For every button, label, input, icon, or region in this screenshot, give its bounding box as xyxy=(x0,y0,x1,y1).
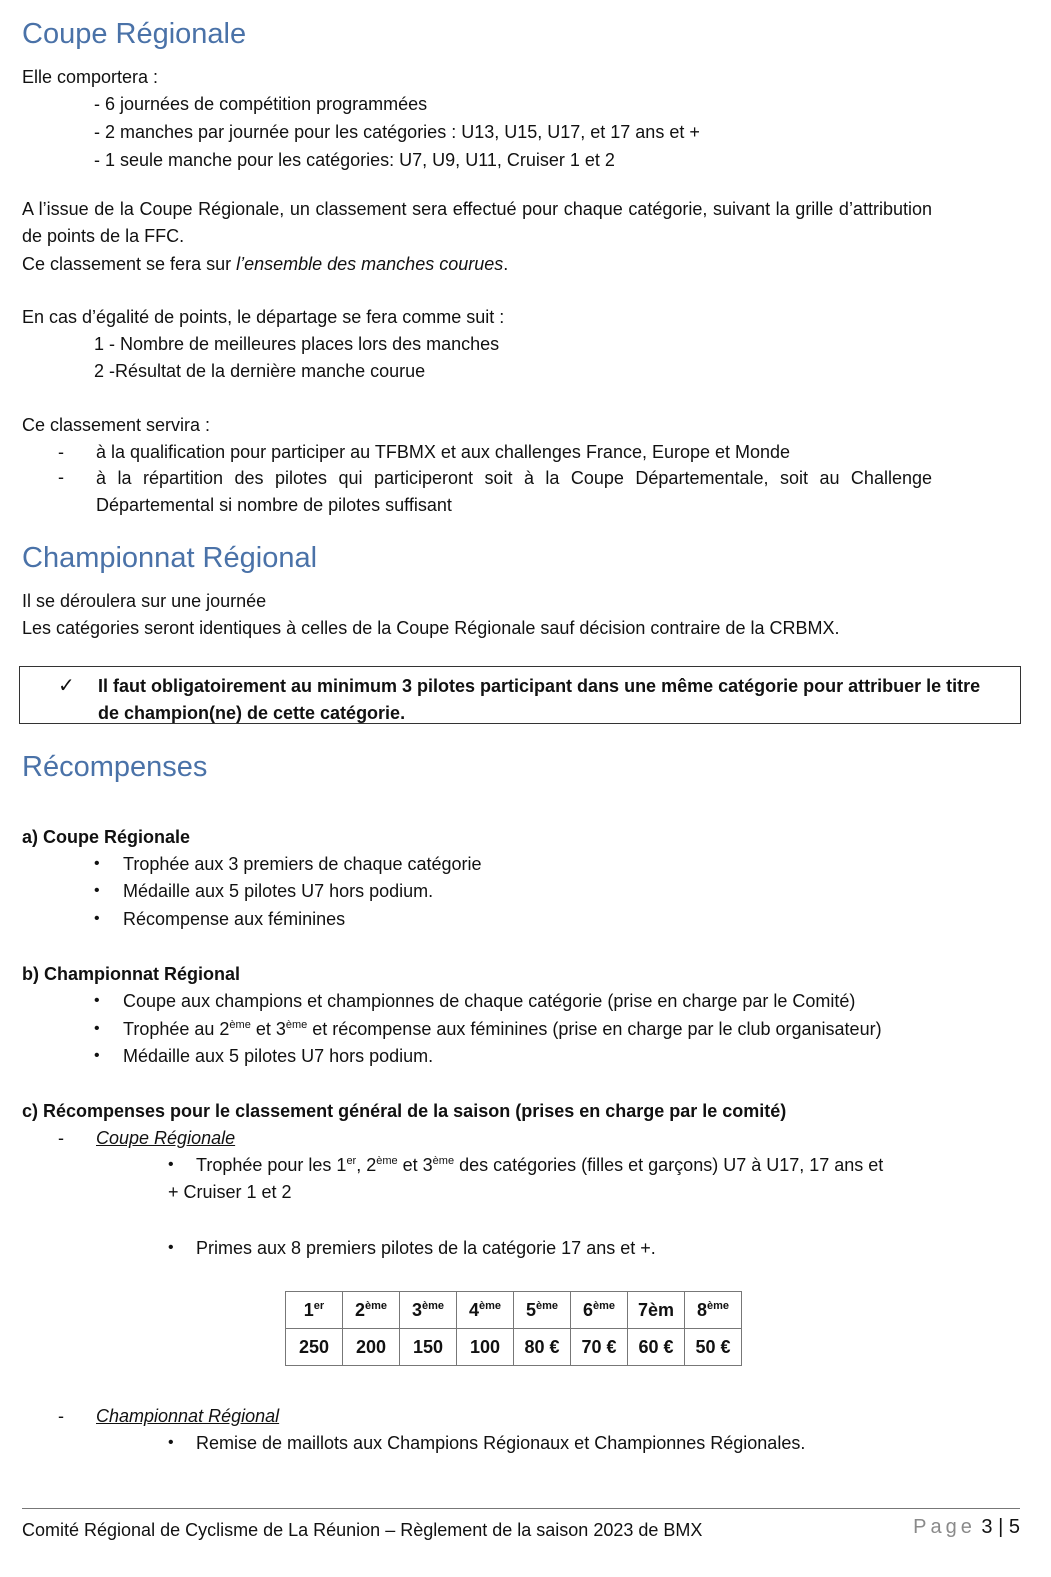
heading-championnat-regional: Championnat Régional xyxy=(22,542,318,574)
table-cell: 100 xyxy=(457,1329,514,1366)
primes-table xyxy=(285,1291,742,1366)
page-current: 3 xyxy=(981,1516,993,1538)
footer-divider xyxy=(22,1508,1020,1509)
footer-title: Comité Régional de Cyclisme de La Réunion – Règlement de la saison 2023 de BMX xyxy=(22,1520,703,1540)
table-cell: 250 xyxy=(286,1329,343,1366)
bullet-icon: • xyxy=(168,1434,174,1451)
dash-marker: - xyxy=(58,467,64,487)
section-a-title: a) Coupe Régionale xyxy=(22,827,191,847)
use-item-repartition: - à la répartition des pilotes qui participeront soit à la Coupe Départementale, soit au Challenge Départemental si nombre de pilotes suffisant xyxy=(58,467,932,515)
note-text: Il faut obligatoirement au minimum 3 pilotes participant dans une même catégorie pour attribuer le titre de champion(ne) de cette catégorie. xyxy=(98,676,981,723)
heading-coupe-regionale: Coupe Régionale xyxy=(22,18,247,50)
page-word: Page xyxy=(913,1516,976,1538)
table-header-cell: 3ème xyxy=(400,1292,457,1329)
championnat-line-categories: Les catégories seront identiques à celles de la Coupe Régionale sauf décision contraire de la CRBMX. xyxy=(22,618,840,638)
table-header-cell: 6ème xyxy=(571,1292,628,1329)
table-header-row xyxy=(286,1292,742,1329)
page-separator: | xyxy=(998,1516,1004,1538)
bullet-icon: • xyxy=(94,910,100,927)
bullet-icon: • xyxy=(94,992,100,1009)
championnat-line-journee: Il se déroulera sur une journée xyxy=(22,591,267,611)
table-cell: 50 € xyxy=(685,1329,742,1366)
tie-intro: En cas d’égalité de points, le départage se fera comme suit : xyxy=(22,307,505,327)
c-item-trophee-line2: + Cruiser 1 et 2 xyxy=(168,1182,292,1202)
coupe-paragraph-classement: A l’issue de la Coupe Régionale, un classement sera effectué pour chaque catégorie, suivant la grille d’attribution de points de la FFC. xyxy=(22,199,932,246)
table-cell: 70 € xyxy=(571,1329,628,1366)
coupe-item-journees: - 6 journées de compétition programmées xyxy=(94,94,428,114)
heading-recompenses: Récompenses xyxy=(22,751,208,783)
bullet-icon: • xyxy=(168,1156,174,1173)
dash-marker: - xyxy=(58,1406,64,1426)
table-cell: 60 € xyxy=(628,1329,685,1366)
bullet-icon: • xyxy=(94,855,100,872)
table-header-cell: 1er xyxy=(286,1292,343,1329)
bullet-icon: • xyxy=(94,1020,100,1037)
table-cell: 150 xyxy=(400,1329,457,1366)
table-row xyxy=(286,1329,742,1366)
bullet-icon: • xyxy=(94,882,100,899)
table-header-cell: 4ème xyxy=(457,1292,514,1329)
tie-item-2: 2 -Résultat de la dernière manche courue xyxy=(94,361,426,381)
use-intro: Ce classement servira : xyxy=(22,415,211,435)
tie-item-1: 1 - Nombre de meilleures places lors des manches xyxy=(94,334,500,354)
coupe-item-manches: - 2 manches par journée pour les catégories : U13, U15, U17, et 17 ans et + xyxy=(94,122,700,142)
page-total: 5 xyxy=(1008,1516,1020,1538)
table-cell: 200 xyxy=(343,1329,400,1366)
table-header-cell: 8ème xyxy=(685,1292,742,1329)
table-header-cell: 7èm xyxy=(628,1292,685,1329)
table-cell: 80 € xyxy=(514,1329,571,1366)
dash-marker: - xyxy=(58,442,64,462)
page-number xyxy=(913,1516,1020,1539)
bullet-icon: • xyxy=(168,1239,174,1256)
table-header-cell: 2ème xyxy=(343,1292,400,1329)
note-box xyxy=(19,666,1021,724)
dash-marker: - xyxy=(58,1128,64,1148)
coupe-item-seule-manche: - 1 seule manche pour les catégories: U7, U9, U11, Cruiser 1 et 2 xyxy=(94,150,615,170)
coupe-paragraph-ensemble: Ce classement se fera sur l’ensemble des manches courues. xyxy=(22,254,509,274)
section-b-title: b) Championnat Régional xyxy=(22,964,240,984)
coupe-intro: Elle comportera : xyxy=(22,67,159,87)
section-c-title: c) Récompenses pour le classement général de la saison (prises en charge par le comité) xyxy=(22,1101,787,1121)
bullet-icon: • xyxy=(94,1047,100,1064)
checkmark-icon: ✓ xyxy=(58,675,75,697)
table-header-cell: 5ème xyxy=(514,1292,571,1329)
